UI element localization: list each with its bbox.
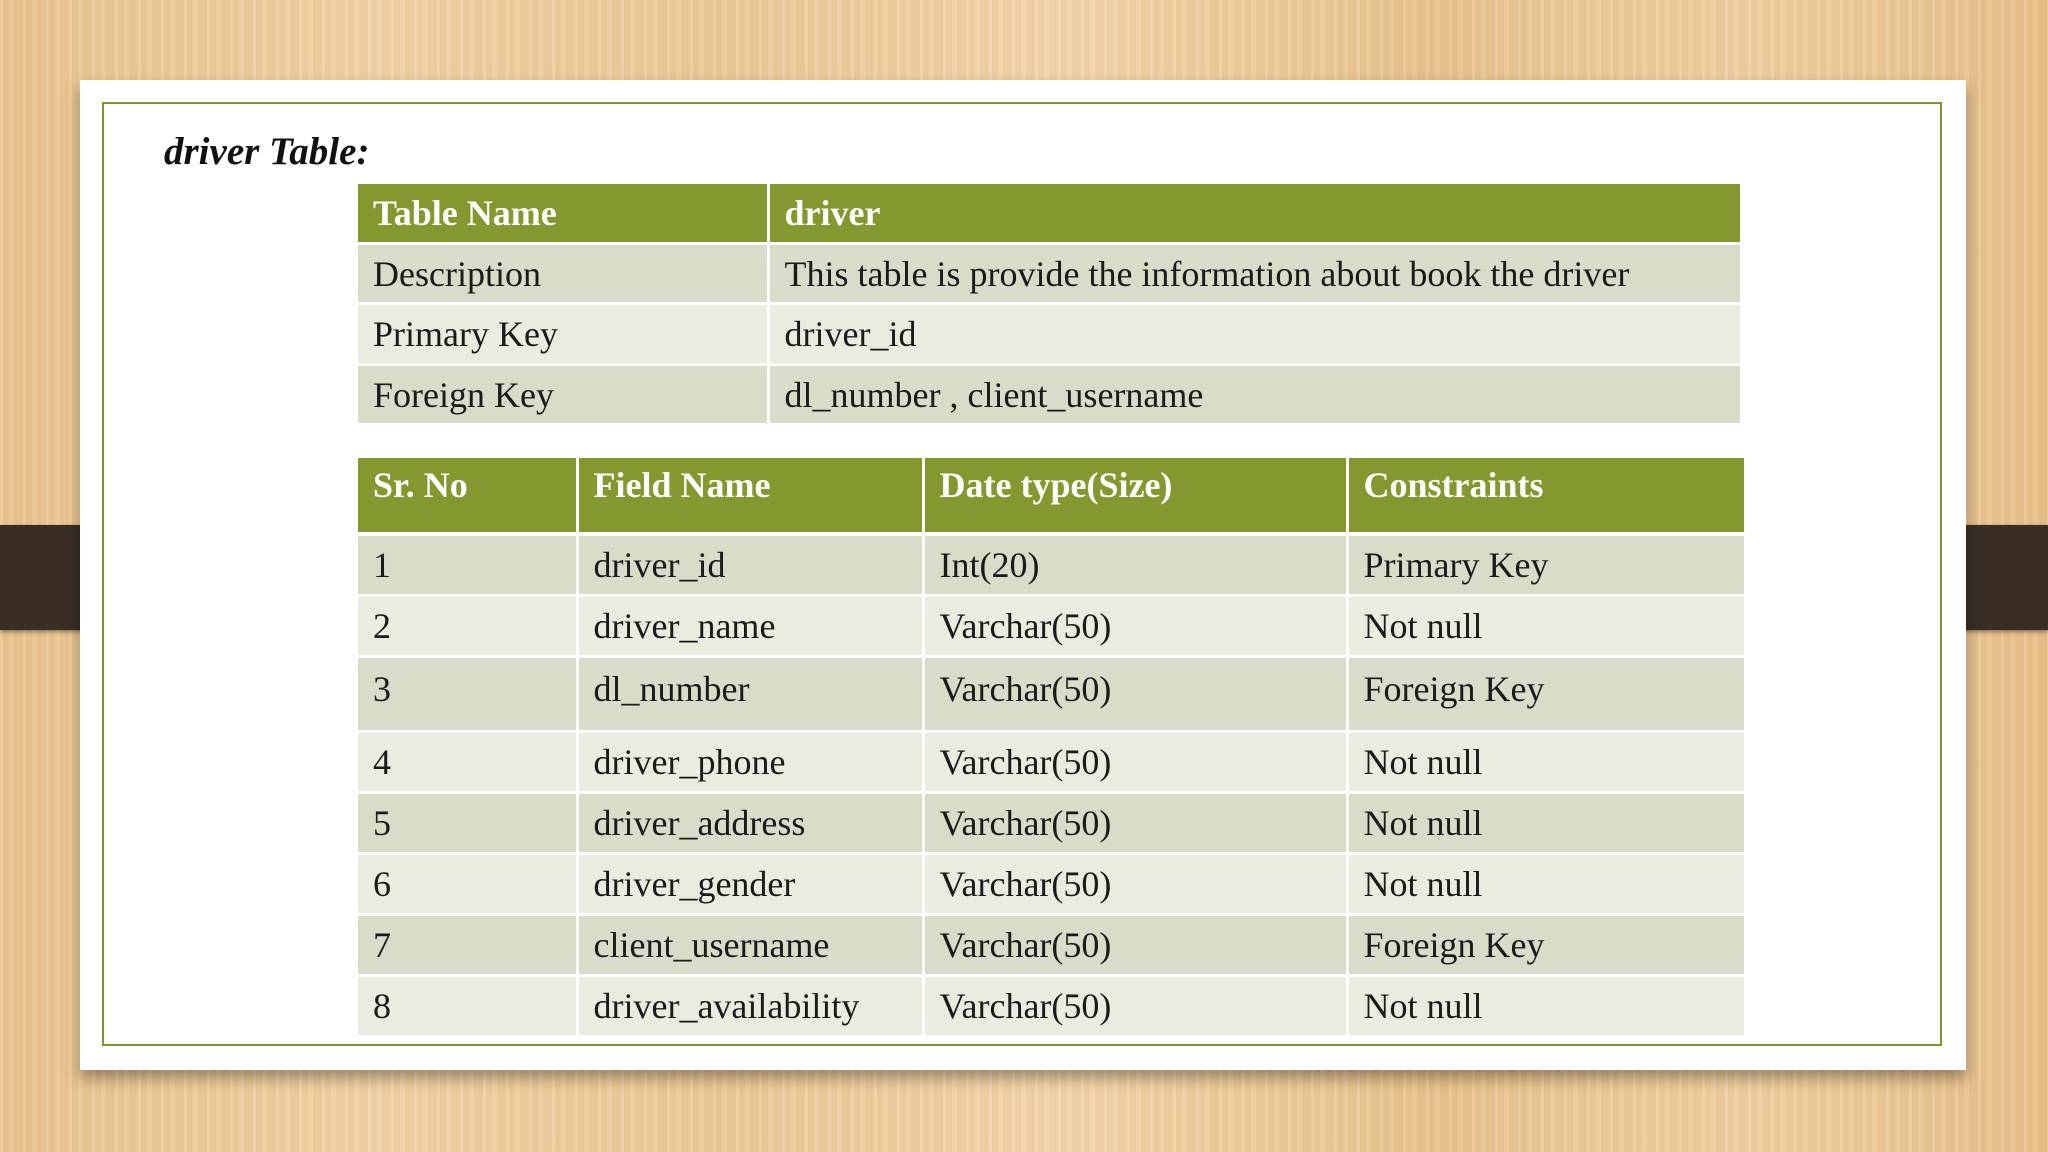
cell-constraint: Foreign Key [1347,657,1744,732]
cell-sr-no: 3 [358,657,577,732]
info-value: dl_number , client_username [768,365,1740,425]
info-label: Primary Key [358,304,768,365]
cell-sr-no: 1 [358,534,577,596]
column-header-data-type: Date type(Size) [923,458,1347,534]
info-header-row [358,184,1740,244]
cell-constraint: Not null [1347,596,1744,657]
cell-constraint: Not null [1347,854,1744,915]
column-header-sr-no: Sr. No [358,458,577,534]
cell-sr-no: 7 [358,915,577,976]
cell-data-type: Int(20) [923,534,1347,596]
cell-constraint: Not null [1347,793,1744,854]
cell-data-type: Varchar(50) [923,854,1347,915]
info-value: This table is provide the information about book the driver [768,244,1740,304]
table-row [358,732,1744,793]
cell-sr-no: 4 [358,732,577,793]
slide-frame [102,102,1942,1046]
table-row [358,793,1744,854]
table-info [358,184,1740,426]
fields-header-row [358,458,1744,534]
info-header-label: Table Name [358,184,768,244]
info-header-value: driver [768,184,1740,244]
cell-sr-no: 6 [358,854,577,915]
slide [80,80,1966,1070]
table-row [358,657,1744,732]
cell-constraint: Not null [1347,732,1744,793]
cell-constraint: Foreign Key [1347,915,1744,976]
table-row [358,596,1744,657]
table-row [358,534,1744,596]
cell-field-name: client_username [577,915,923,976]
cell-data-type: Varchar(50) [923,793,1347,854]
cell-data-type: Varchar(50) [923,732,1347,793]
cell-field-name: driver_availability [577,976,923,1037]
info-row-foreign-key [358,365,1740,425]
cell-field-name: driver_name [577,596,923,657]
table-fields [358,458,1744,1038]
info-row-description [358,244,1740,304]
cell-constraint: Not null [1347,976,1744,1037]
info-label: Foreign Key [358,365,768,425]
column-header-field-name: Field Name [577,458,923,534]
table-row [358,976,1744,1037]
slide-title: driver Table: [164,130,370,173]
cell-data-type: Varchar(50) [923,657,1347,732]
cell-data-type: Varchar(50) [923,915,1347,976]
cell-field-name: driver_gender [577,854,923,915]
cell-constraint: Primary Key [1347,534,1744,596]
info-row-primary-key [358,304,1740,365]
table-row [358,854,1744,915]
info-label: Description [358,244,768,304]
cell-sr-no: 2 [358,596,577,657]
info-value: driver_id [768,304,1740,365]
cell-sr-no: 5 [358,793,577,854]
column-header-constraints: Constraints [1347,458,1744,534]
cell-sr-no: 8 [358,976,577,1037]
cell-field-name: dl_number [577,657,923,732]
cell-field-name: driver_address [577,793,923,854]
cell-field-name: driver_phone [577,732,923,793]
cell-data-type: Varchar(50) [923,976,1347,1037]
table-row [358,915,1744,976]
cell-data-type: Varchar(50) [923,596,1347,657]
cell-field-name: driver_id [577,534,923,596]
